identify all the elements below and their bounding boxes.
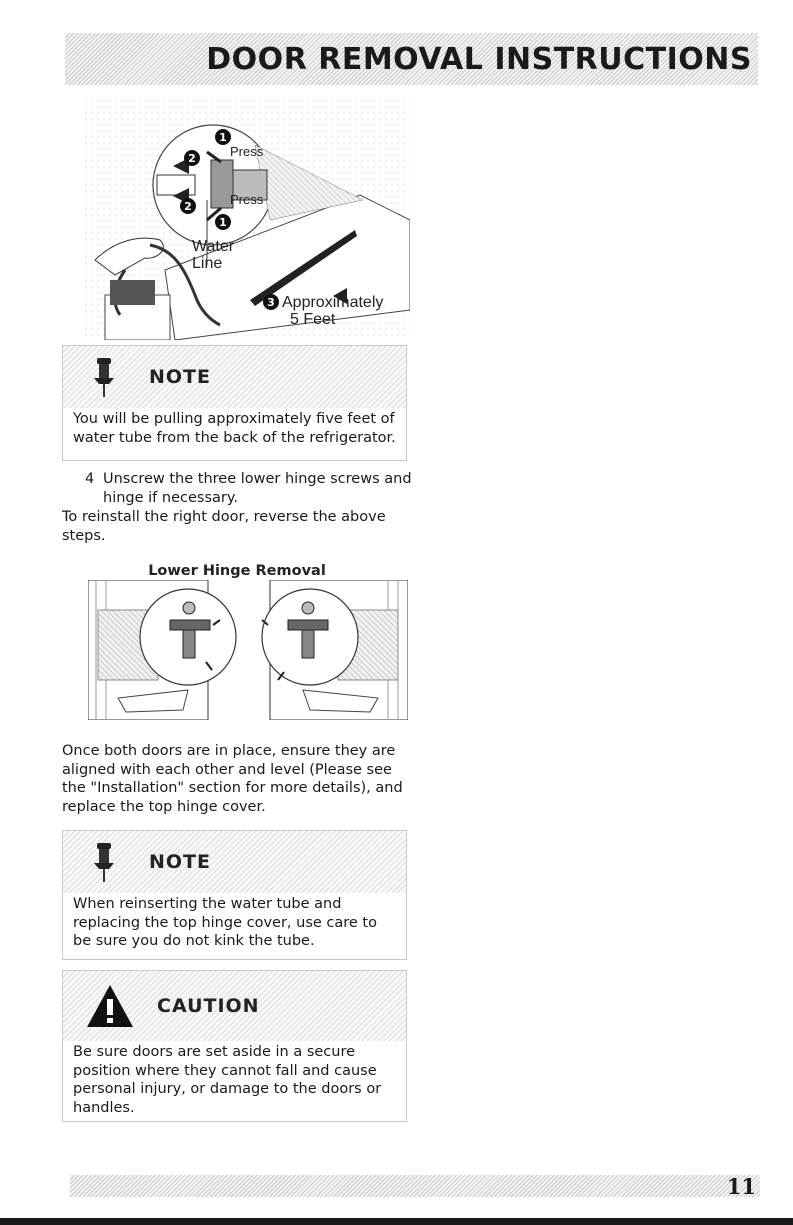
- water-line-illustration: [85, 100, 410, 340]
- pushpin-icon: [91, 839, 117, 887]
- callout-1-bottom: 1: [219, 216, 227, 229]
- caution-text: Be sure doors are set aside in a secure position where they cannot fall and cause personal injury, or damage to the doors or handles.: [73, 1044, 382, 1116]
- caution-box: [62, 970, 407, 1122]
- callout-2-bottom: 2: [184, 200, 192, 213]
- caution-header: [63, 971, 406, 1041]
- note-title: NOTE: [149, 366, 211, 388]
- press-label-top: Press: [230, 144, 264, 159]
- step-4: [85, 470, 415, 507]
- note-box-water-tube: [62, 345, 407, 461]
- lower-hinge-drawing: [88, 580, 408, 720]
- doors-aligned-paragraph: Once both doors are in place, ensure they are aligned with each other and level (Please see the "Installation" section for more details), and replace the top hinge cover.: [62, 743, 403, 815]
- water-line-label-wrap: [192, 238, 262, 278]
- reinstall-paragraph: To reinstall the right door, reverse the above steps.: [62, 509, 386, 544]
- press-label-bottom: Press: [230, 192, 264, 207]
- header-bar: [65, 33, 758, 85]
- note-text: When reinserting the water tube and replacing the top hinge cover, use care to be sure you do not kink the tube.: [73, 896, 377, 949]
- note-title: NOTE: [149, 851, 211, 873]
- callout-3: 3: [267, 296, 275, 309]
- lower-hinge-illustration: [88, 580, 408, 720]
- note-box-kink: [62, 830, 407, 960]
- distance-label: 5 Feet: [290, 311, 336, 328]
- bottom-rule: [0, 1218, 793, 1225]
- footer-bar: [70, 1175, 760, 1197]
- approx-label: Approximately: [282, 294, 384, 311]
- figure-caption: Lower Hinge Removal: [148, 563, 326, 579]
- note-header: [63, 346, 406, 408]
- page-number: 11: [726, 1173, 756, 1199]
- caution-title: CAUTION: [157, 995, 260, 1017]
- water-line-drawing: [85, 100, 410, 340]
- pushpin-icon: [91, 354, 117, 402]
- note-text: You will be pulling approximately five feet of water tube from the back of the refrigerator.: [73, 411, 396, 446]
- step-text: Unscrew the three lower hinge screws and hinge if necessary.: [103, 471, 412, 506]
- callout-2-top: 2: [188, 152, 196, 165]
- callout-1-top: 1: [219, 131, 227, 144]
- water-line-label: Water Line: [192, 238, 235, 272]
- note-header: [63, 831, 406, 893]
- warning-triangle-icon: [85, 983, 135, 1033]
- page-title: DOOR REMOVAL INSTRUCTIONS: [206, 41, 752, 77]
- step-number: 4: [85, 471, 95, 487]
